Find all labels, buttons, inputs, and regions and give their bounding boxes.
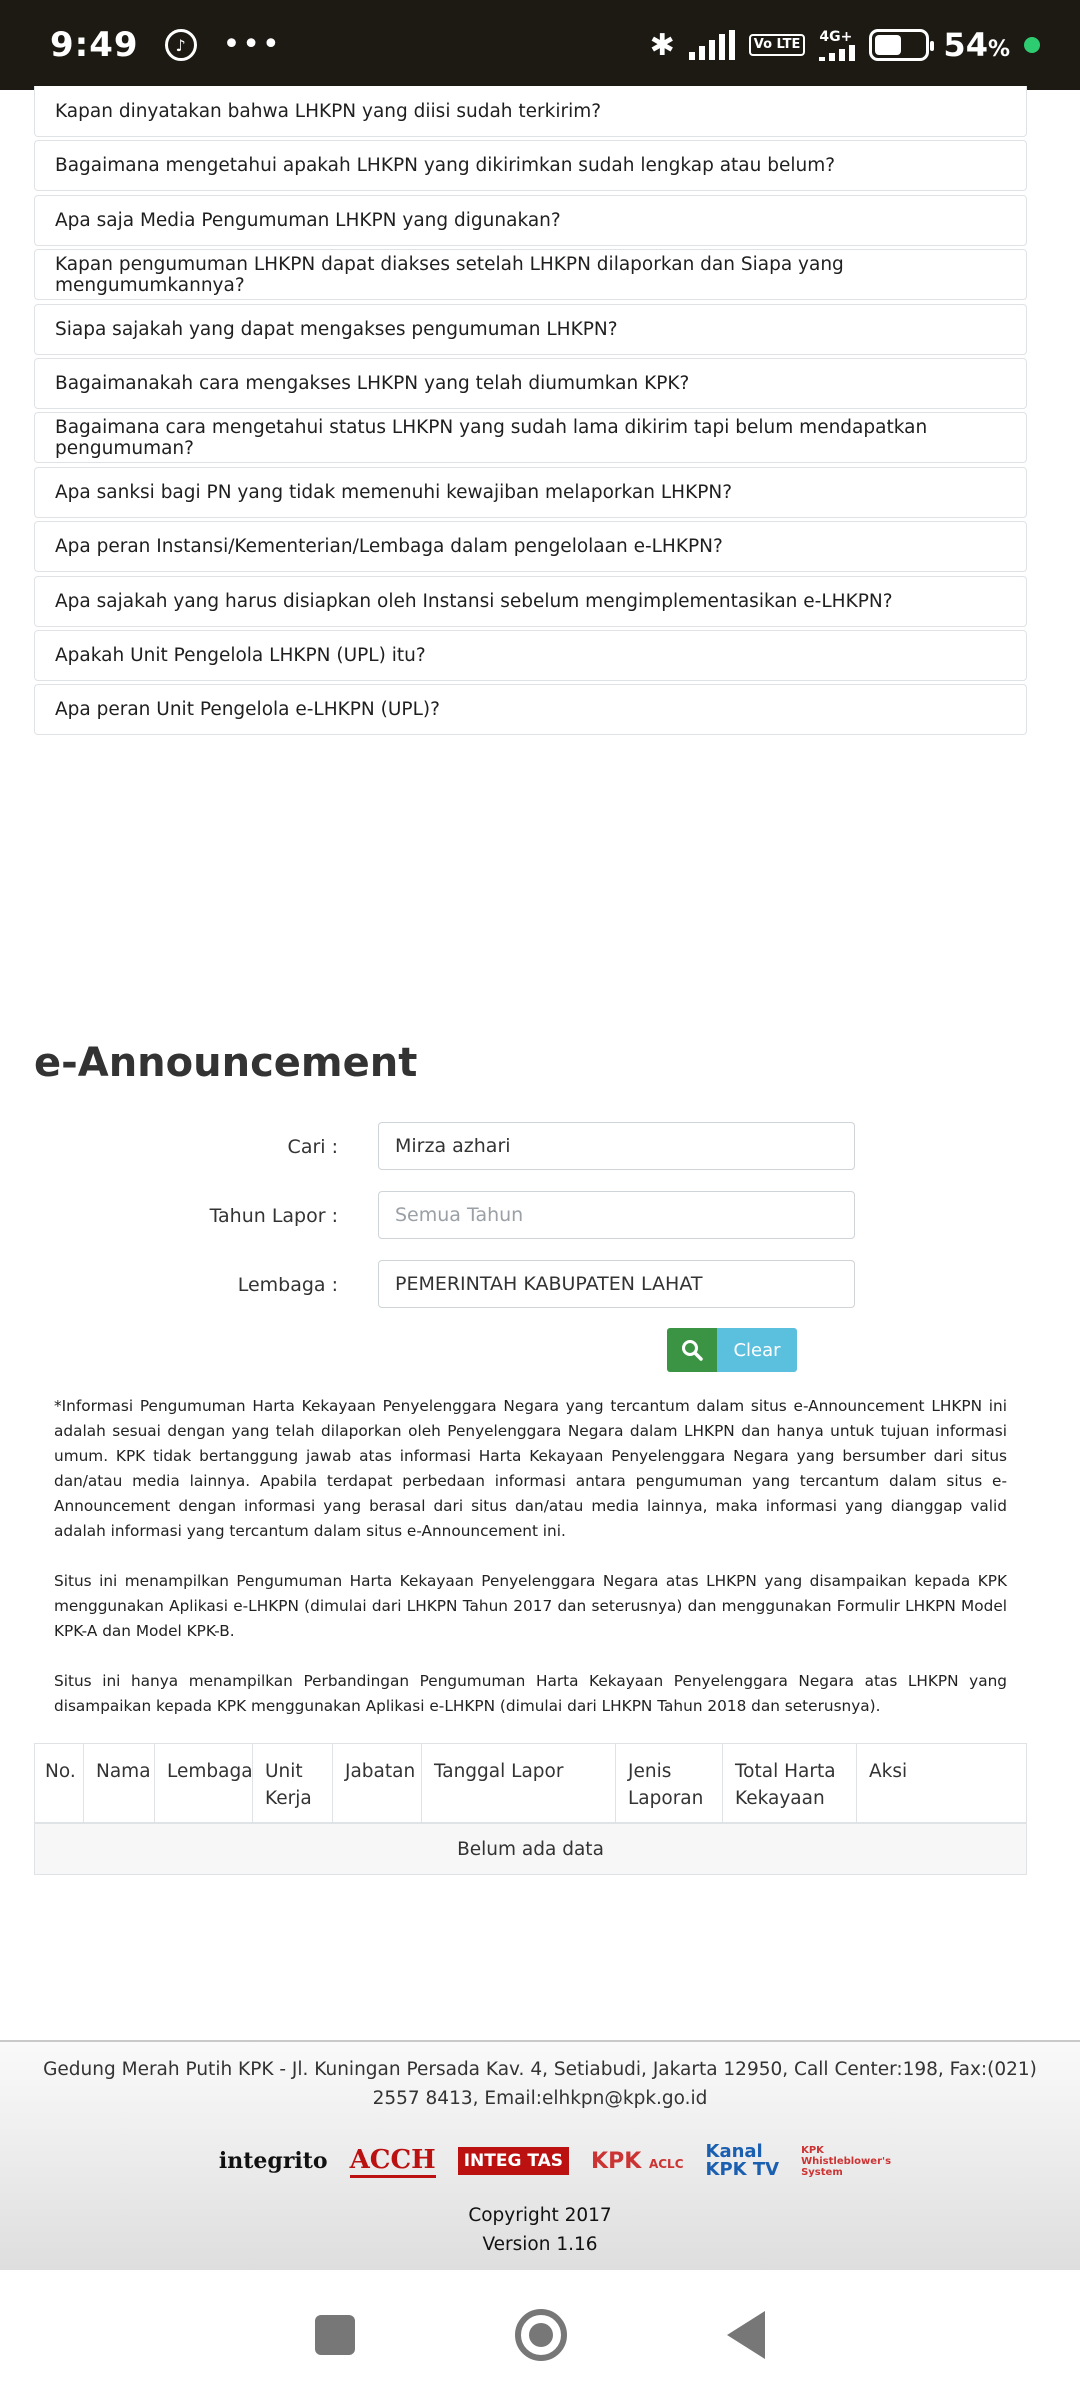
search-icon bbox=[681, 1339, 703, 1361]
faq-item[interactable]: Apakah Unit Pengelola LHKPN (UPL) itu? bbox=[34, 630, 1027, 681]
faq-item[interactable]: Apa sanksi bagi PN yang tidak memenuhi kewajiban melaporkan LHKPN? bbox=[34, 467, 1027, 518]
institution-row bbox=[0, 1260, 1080, 1310]
integrito-logo[interactable]: integrito bbox=[218, 2148, 328, 2174]
disclaimer-notes bbox=[54, 1394, 1007, 1744]
faq-item[interactable]: Bagaimana mengetahui apakah LHKPN yang dikirimkan sudah lengkap atau belum? bbox=[34, 140, 1027, 191]
search-button[interactable] bbox=[667, 1328, 717, 1372]
disclaimer-paragraph: Situs ini menampilkan Pengumuman Harta Kekayaan Penyelenggara Negara atas LHKPN yang disampaikan kepada KPK menggunakan Aplikasi e-LHKPN (dimulai dari LHKPN Tahun 2017 dan seterusnya) dan menggunakan Formulir LHKPN Model KPK-A dan Model KPK-B. bbox=[54, 1572, 1007, 1640]
column-header[interactable]: Jabatan bbox=[333, 1744, 422, 1822]
faq-item[interactable]: Siapa sajakah yang dapat mengakses pengumuman LHKPN? bbox=[34, 304, 1027, 355]
disclaimer-paragraph: *Informasi Pengumuman Harta Kekayaan Penyelenggara Negara yang tercantum dalam situs e-Announcement LHKPN ini adalah sesuai dengan yang telah dilaporkan oleh Penyelenggara Negara dalam LHKPN dan hanya untuk tujuan informasi umum. KPK tidak bertanggung jawab atas informasi Harta Kekayaan Penyelenggara Negara yang bersumber dari situs dan/atau media lainnya. Apabila terdapat perbedaan informasi antara pengumuman yang tercantum dalam situs e-Announcement dengan informasi yang berasal dari situs dan/atau media lainnya, maka informasi yang dianggap valid adalah informasi yang tercantum dalam situs e-Announcement ini. bbox=[54, 1397, 1007, 1540]
faq-item[interactable]: Apa saja Media Pengumuman LHKPN yang digunakan? bbox=[34, 195, 1027, 246]
section-title: e-Announcement bbox=[34, 1040, 418, 1086]
form-buttons bbox=[667, 1328, 797, 1372]
disclaimer-paragraph: Situs ini hanya menampilkan Perbandingan Pengumuman Harta Kekayaan Penyelenggara Negara atas LHKPN yang disampaikan kepada KPK menggunakan Aplikasi e-LHKPN (dimulai dari LHKPN Tahun 2018 dan seterusnya). bbox=[54, 1672, 1007, 1715]
battery-percent: 54% bbox=[943, 26, 1010, 64]
search-input[interactable]: Mirza azhari bbox=[378, 1122, 855, 1170]
year-select[interactable]: Semua Tahun bbox=[378, 1191, 855, 1239]
kpk-aclc-logo[interactable]: KPK ACLC bbox=[591, 2148, 684, 2174]
clock: 9:49 bbox=[50, 25, 139, 65]
column-header[interactable]: Aksi bbox=[869, 1761, 908, 1782]
footer-address: Gedung Merah Putih KPK - Jl. Kuningan Persada Kav. 4, Setiabudi, Jakarta 12950, Call Center:198, Fax:(021) 2557 8413, Email:elhkpn@kpk.go.id bbox=[43, 2059, 1037, 2109]
partner-logos bbox=[0, 2139, 1080, 2183]
kanal-kpk-logo[interactable]: Kanal KPK TV bbox=[705, 2141, 780, 2180]
year-label: Tahun Lapor : bbox=[209, 1205, 338, 1227]
faq-item[interactable]: Apa sajakah yang harus disiapkan oleh Instansi sebelum mengimplementasikan e-LHKPN? bbox=[34, 576, 1027, 627]
mobile-data-indicator bbox=[819, 29, 855, 61]
back-button[interactable] bbox=[727, 2311, 765, 2359]
signal-icon bbox=[689, 30, 735, 60]
faq-item[interactable]: Apa peran Instansi/Kementerian/Lembaga dalam pengelolaan e-LHKPN? bbox=[34, 521, 1027, 572]
signal-icon-2 bbox=[819, 45, 855, 61]
home-button[interactable] bbox=[515, 2309, 567, 2361]
year-row bbox=[0, 1191, 1080, 1241]
tiktok-icon: ♪ bbox=[165, 29, 197, 61]
column-header[interactable]: Jenis Laporan bbox=[616, 1744, 723, 1822]
recent-apps-button[interactable] bbox=[315, 2315, 355, 2355]
copyright: Copyright 2017 Version 1.16 bbox=[0, 2201, 1080, 2259]
search-label: Cari : bbox=[287, 1136, 338, 1158]
status-bar bbox=[0, 0, 1080, 90]
empty-row: Belum ada data bbox=[35, 1824, 1026, 1874]
column-header[interactable]: Unit Kerja bbox=[253, 1744, 333, 1822]
institution-select[interactable]: PEMERINTAH KABUPATEN LAHAT bbox=[378, 1260, 855, 1308]
whistleblower-logo[interactable]: KPK Whistleblower's System bbox=[801, 2144, 892, 2178]
table-header bbox=[35, 1744, 1026, 1824]
column-header[interactable]: Lembaga bbox=[155, 1744, 253, 1822]
faq-item[interactable]: Kapan dinyatakan bahwa LHKPN yang diisi sudah terkirim? bbox=[34, 86, 1027, 137]
faq-item[interactable]: Kapan pengumuman LHKPN dapat diakses setelah LHKPN dilaporkan dan Siapa yang mengumumkannya? bbox=[34, 249, 1027, 300]
version: Version 1.16 bbox=[482, 2234, 598, 2255]
faq-list bbox=[34, 86, 1027, 739]
footer bbox=[0, 2040, 1080, 2270]
privacy-indicator-dot bbox=[1024, 37, 1040, 53]
battery-icon bbox=[869, 29, 929, 61]
institution-label: Lembaga : bbox=[237, 1274, 338, 1296]
faq-item[interactable]: Apa peran Unit Pengelola e-LHKPN (UPL)? bbox=[34, 684, 1027, 735]
more-notifications-icon: ••• bbox=[222, 27, 282, 62]
column-header[interactable]: Tanggal Lapor bbox=[422, 1744, 616, 1822]
navigation-bar bbox=[0, 2270, 1080, 2400]
network-type: 4G+ bbox=[819, 29, 853, 45]
acch-logo[interactable]: ACCH bbox=[350, 2145, 436, 2178]
bluetooth-icon: ✱ bbox=[649, 27, 675, 63]
volte-icon: Vo LTE bbox=[749, 34, 806, 56]
integritas-logo[interactable]: INTEG TAS bbox=[458, 2147, 569, 2175]
column-header[interactable]: Nama bbox=[84, 1744, 155, 1822]
results-table bbox=[34, 1743, 1027, 1875]
column-header[interactable]: No. bbox=[35, 1744, 84, 1822]
faq-item[interactable]: Bagaimana cara mengetahui status LHKPN yang sudah lama dikirim tapi belum mendapatkan pengumuman? bbox=[34, 412, 1027, 463]
column-header[interactable]: Total Harta Kekayaan bbox=[723, 1744, 857, 1822]
faq-item[interactable]: Bagaimanakah cara mengakses LHKPN yang telah diumumkan KPK? bbox=[34, 358, 1027, 409]
search-row bbox=[0, 1122, 1080, 1172]
clear-button[interactable]: Clear bbox=[717, 1328, 797, 1372]
